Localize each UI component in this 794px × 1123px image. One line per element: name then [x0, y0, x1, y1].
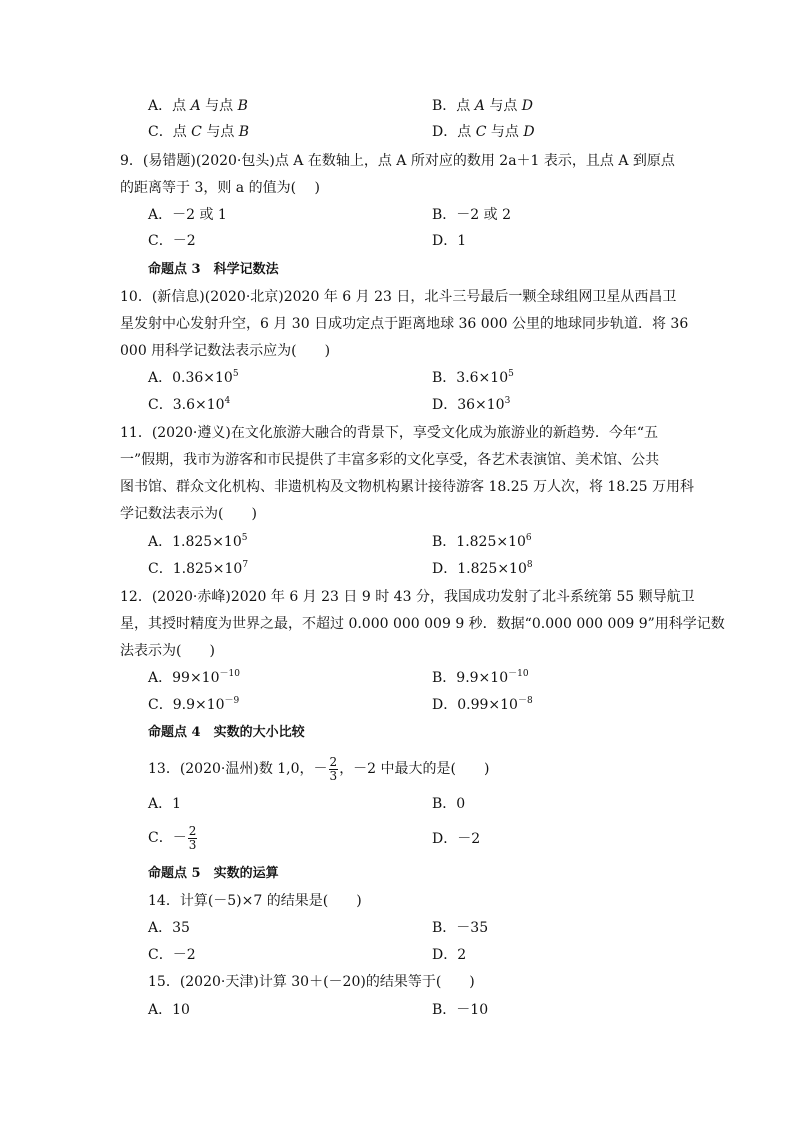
- option-exponent: 5: [241, 533, 248, 543]
- q12-option-a: [148, 668, 240, 688]
- option-text: 与点: [200, 98, 238, 114]
- option-label: A．: [148, 670, 173, 686]
- option-label: D．: [432, 397, 458, 413]
- option-text: 点: [172, 124, 192, 140]
- option-base: 1.825×10: [172, 561, 243, 577]
- q9-stem: [120, 151, 680, 205]
- option-label: C．: [148, 561, 173, 577]
- option-label: C．: [148, 124, 173, 140]
- option-base: 9.9×10: [172, 697, 225, 713]
- option-base: 3.6×10: [456, 370, 509, 386]
- option-text: 与点: [486, 124, 524, 140]
- option-label: C．－: [148, 830, 187, 846]
- section-heading: 命题点 3 科学记数法: [148, 262, 279, 277]
- option-base: 0.99×10: [457, 697, 518, 713]
- option-base: 9.9×10: [456, 670, 509, 686]
- stem-line: 11．(2020·遵义)在文化旅游大融合的背景下，享受文化成为旅游业的新趋势．今年“五: [120, 425, 658, 441]
- point-var: C: [475, 124, 487, 140]
- q8-option-d: [432, 122, 535, 142]
- option-text: 与点: [484, 98, 522, 114]
- point-var: B: [238, 124, 250, 140]
- option-label: A．: [148, 98, 173, 114]
- stem-line: 星，其授时精度为世界之最，不超过 0.000 000 009 9 秒．数据“0.000 000 009 9”用科学记数: [120, 616, 725, 632]
- q10-option-d: [432, 395, 510, 415]
- option-base: 0.36×10: [172, 370, 233, 386]
- q10-option-c: [148, 395, 230, 415]
- option-label: B．: [432, 534, 457, 550]
- option-base: 99×10: [172, 670, 220, 686]
- option-label: D．: [432, 124, 458, 140]
- stem-line: 12．(2020·赤峰)2020 年 6 月 23 日 9 时 43 分，我国成功发射了北斗系统第 55 颗导航卫: [120, 589, 695, 605]
- option-label: A．: [148, 534, 173, 550]
- q13-option-d: D．－2: [432, 831, 481, 847]
- q11-option-d: [432, 559, 533, 579]
- point-var: D: [521, 98, 534, 114]
- q10-stem: [120, 287, 689, 368]
- q12-stem: [120, 587, 725, 668]
- option-label: C．: [148, 697, 173, 713]
- option-label: B．: [432, 370, 457, 386]
- q8-option-c: [148, 122, 249, 142]
- q13-option-b: B．0: [432, 796, 466, 812]
- q8-option-a: [148, 96, 248, 116]
- q12-option-b: [432, 668, 529, 688]
- q11-stem: [120, 423, 694, 531]
- option-label: D．: [432, 561, 458, 577]
- option-exponent: 4: [224, 396, 231, 406]
- point-var: A: [474, 98, 485, 114]
- option-exponent: －8: [517, 696, 533, 706]
- stem-text: 13．(2020·温州)数 1,0，－: [148, 761, 328, 777]
- fraction-denominator: 3: [188, 837, 197, 852]
- point-var: A: [190, 98, 201, 114]
- point-var: D: [523, 124, 535, 140]
- q12-option-c: [148, 695, 239, 715]
- option-text: 与点: [201, 124, 239, 140]
- q14-option-d: D．2: [432, 947, 467, 963]
- q9-option-c: C．－2: [148, 233, 196, 249]
- option-base: 1.825×10: [172, 534, 242, 550]
- stem-line: 法表示为( ): [120, 643, 215, 659]
- fraction-denominator: 3: [329, 768, 338, 783]
- q13-stem: [148, 753, 489, 785]
- option-text: 点: [172, 98, 191, 114]
- option-base: 36×10: [457, 397, 505, 413]
- stem-line: 000 用科学记数法表示应为( ): [120, 343, 331, 359]
- q13-option-c: [148, 822, 198, 854]
- q9-option-b: B．－2 或 2: [432, 207, 512, 223]
- fraction: [188, 825, 198, 852]
- q11-option-a: [148, 532, 247, 552]
- fraction-numerator: 2: [329, 754, 338, 769]
- stem-line: 星发射中心发射升空，6 月 30 日成功定点于距离地球 36 000 公里的地球同步轨道．将 36: [120, 316, 689, 332]
- q15-stem: 15．(2020·天津)计算 30＋(－20)的结果等于( ): [148, 974, 475, 990]
- q14-option-a: A．35: [148, 920, 190, 936]
- option-exponent: －9: [224, 696, 240, 706]
- option-label: B．: [432, 98, 457, 114]
- stem-line: 的距离等于 3，则 a 的值为( ): [120, 180, 320, 196]
- q10-option-b: [432, 368, 514, 388]
- stem-text: ，－2 中最大的是( ): [339, 761, 490, 777]
- stem-line: 图书馆、群众文化机构、非遗机构及文物机构累计接待游客 18.25 万人次，将 18.25 万用科: [120, 479, 694, 495]
- q11-option-c: [148, 559, 248, 579]
- option-base: 1.825×10: [456, 534, 526, 550]
- q10-option-a: [148, 368, 239, 388]
- section-heading: 命题点 5 实数的运算: [148, 866, 279, 881]
- q13-option-a: A．1: [148, 796, 182, 812]
- q14-option-c: C．－2: [148, 947, 196, 963]
- option-label: C．: [148, 397, 173, 413]
- q15-option-a: A．10: [148, 1002, 190, 1018]
- option-exponent: 5: [508, 369, 514, 379]
- q11-option-b: [432, 532, 532, 552]
- q8-option-b: [432, 96, 533, 116]
- option-exponent: 3: [504, 396, 511, 406]
- option-exponent: 7: [242, 560, 249, 570]
- q14-stem: 14．计算(－5)×7 的结果是( ): [148, 893, 362, 909]
- option-base: 3.6×10: [172, 397, 225, 413]
- q14-option-b: B．－35: [432, 920, 489, 936]
- option-label: B．: [432, 670, 457, 686]
- q9-option-a: A．－2 或 1: [148, 207, 227, 223]
- option-exponent: －10: [508, 669, 529, 679]
- option-exponent: 6: [525, 533, 532, 543]
- q12-option-d: [432, 695, 533, 715]
- point-var: B: [237, 98, 248, 114]
- stem-line: 10．(新信息)(2020·北京)2020 年 6 月 23 日，北斗三号最后一颗全球组网卫星从西昌卫: [120, 289, 677, 305]
- option-exponent: 5: [232, 369, 239, 379]
- option-label: D．: [432, 697, 458, 713]
- section-heading: 命题点 4 实数的大小比较: [148, 725, 305, 740]
- option-label: A．: [148, 370, 173, 386]
- option-exponent: －10: [219, 669, 240, 679]
- q15-option-b: B．－10: [432, 1002, 489, 1018]
- option-text: 点: [456, 98, 475, 114]
- fraction-numerator: 2: [188, 823, 197, 838]
- option-base: 1.825×10: [457, 561, 527, 577]
- stem-line: 学记数法表示为( ): [120, 506, 257, 522]
- q9-option-d: D．1: [432, 233, 467, 249]
- fraction: [329, 756, 339, 783]
- stem-line: 一”假期，我市为游客和市民提供了丰富多彩的文化享受，各艺术表演馆、美术馆、公共: [120, 452, 660, 468]
- option-text: 点: [457, 124, 476, 140]
- point-var: C: [191, 124, 202, 140]
- stem-line: 9．(易错题)(2020·包头)点 A 在数轴上，点 A 所对应的数用 2a＋1 表示，且点 A 到原点: [120, 153, 675, 169]
- option-exponent: 8: [526, 560, 533, 570]
